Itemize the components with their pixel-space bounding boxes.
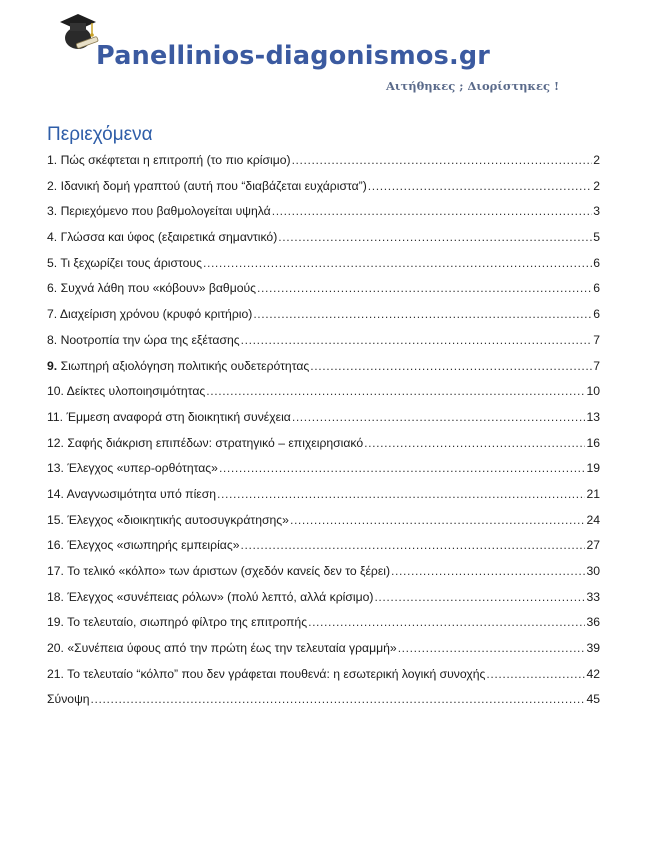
toc-entry-number: 8. (47, 332, 58, 347)
site-title: Panellinios-diagonismos.gr (96, 41, 491, 71)
toc-entry-page: 27 (586, 538, 600, 553)
toc-entry-number: 2. (47, 178, 58, 193)
toc-entry-page: 7 (593, 358, 600, 373)
toc-entry-text: Ιδανική δομή γραπτού (αυτή που “διαβάζεται ευχάριστα”) (60, 178, 367, 193)
toc-entry[interactable] (47, 407, 600, 433)
toc-entry-title (47, 201, 271, 221)
toc-entry-page: 21 (586, 486, 600, 501)
toc-entry[interactable] (47, 150, 600, 176)
toc-entry-title (47, 381, 205, 401)
toc-entry[interactable] (47, 227, 600, 253)
toc-entry-title (47, 638, 397, 658)
toc-dot-leader (391, 561, 585, 581)
toc-entry-page: 19 (586, 461, 600, 476)
toc-dot-leader (368, 176, 592, 196)
toc-entry-number: 12. (47, 435, 64, 450)
toc-dot-leader (308, 612, 585, 632)
toc-dot-leader (257, 278, 592, 298)
toc-entry-number: 9. (47, 358, 58, 373)
toc-entry-text: Σαφής διάκριση επιπέδων: στρατηγικό – επιχειρησιακό (67, 435, 364, 450)
toc-entry-number: 6. (47, 281, 58, 296)
toc-entry-text: Περιεχόμενο που βαθμολογείται υψηλά (60, 204, 271, 219)
toc-dot-leader (364, 433, 585, 453)
toc-entry-text: Έλεγχος «σιωπηρής εμπειρίας» (67, 538, 240, 553)
toc-dot-leader (241, 330, 593, 350)
toc-entry-text: Έλεγχος «συνέπειας ρόλων» (πολύ λεπτό, αλλά κρίσιμο) (67, 589, 374, 604)
toc-entry-page: 24 (586, 512, 600, 527)
toc-dot-leader (310, 356, 592, 376)
toc-dot-leader (486, 664, 585, 684)
toc-entry[interactable] (47, 612, 600, 638)
toc-entry[interactable] (47, 304, 600, 330)
toc-entry-title (47, 253, 202, 273)
toc-entry-title (47, 587, 373, 607)
toc-entry[interactable] (47, 484, 600, 510)
toc-entry-number: 3. (47, 204, 58, 219)
toc-entry[interactable] (47, 381, 600, 407)
toc-dot-leader (278, 227, 592, 247)
toc-entry-text: Σύνοψη (47, 692, 90, 707)
toc-entry-page: 7 (593, 332, 600, 347)
toc-entry-text: Συχνά λάθη που «κόβουν» βαθμούς (60, 281, 257, 296)
toc-entry-title (47, 510, 289, 530)
toc-heading: Περιεχόμενα (47, 124, 153, 145)
toc-entry-text: Γλώσσα και ύφος (εξαιρετικά σημαντικό) (60, 230, 278, 245)
toc-entry-number: 14. (47, 486, 64, 501)
toc-entry-number: 11. (47, 409, 64, 424)
toc-entry-text: Τι ξεχωρίζει τους άριστους (60, 255, 202, 270)
toc-entry[interactable] (47, 176, 600, 202)
toc-entry-page: 6 (593, 281, 600, 296)
toc-entry-page: 5 (593, 230, 600, 245)
toc-entry-title (47, 458, 218, 478)
site-tagline: Αιτήθηκες ; Διορίστηκες ! (386, 79, 560, 93)
toc-entry-title (47, 227, 277, 247)
toc-entry-page: 45 (586, 692, 600, 707)
toc-dot-leader (219, 458, 586, 478)
toc-dot-leader (292, 407, 586, 427)
table-of-contents (47, 150, 600, 715)
toc-entry-title (47, 356, 309, 376)
toc-dot-leader (206, 381, 585, 401)
toc-entry-text: Το τελευταίο “κόλπο” που δεν γράφεται πουθενά: η εσωτερική λογική συνοχής (67, 666, 486, 681)
toc-entry[interactable] (47, 253, 600, 279)
toc-entry-number: 20. (47, 641, 64, 656)
toc-entry-number: 19. (47, 615, 64, 630)
toc-entry-text: Έμμεση αναφορά στη διοικητική συνέχεια (66, 409, 291, 424)
toc-entry-number: 21. (47, 666, 64, 681)
toc-entry-number: 15. (47, 512, 64, 527)
toc-entry-title (47, 561, 390, 581)
toc-entry-text: Διαχείριση χρόνου (κρυφό κριτήριο) (59, 307, 253, 322)
toc-entry-number: 7. (47, 307, 58, 322)
toc-entry[interactable] (47, 561, 600, 587)
toc-entry-title (47, 664, 485, 684)
document-header (0, 0, 666, 110)
toc-entry-page: 30 (586, 564, 600, 578)
toc-entry-text: Αναγνωσιμότητα υπό πίεση (66, 486, 217, 501)
toc-entry-title (47, 689, 90, 709)
toc-entry[interactable] (47, 330, 600, 356)
toc-entry[interactable] (47, 433, 600, 459)
toc-entry-number: 13. (47, 461, 64, 476)
toc-entry-title (47, 433, 363, 453)
toc-entry[interactable] (47, 587, 600, 613)
toc-dot-leader (272, 201, 593, 221)
toc-entry-number: 16. (47, 538, 64, 553)
toc-entry-title (47, 176, 367, 196)
toc-entry-number: 1. (47, 153, 58, 167)
toc-entry[interactable] (47, 689, 600, 715)
toc-dot-leader (217, 484, 585, 504)
toc-dot-leader (253, 304, 592, 324)
toc-entry-text: Σιωπηρή αξιολόγηση πολιτικής ουδετερότητας (60, 358, 310, 373)
toc-entry-title (47, 407, 291, 427)
toc-entry-text: Έλεγχος «διοικητικής αυτοσυγκράτησης» (67, 512, 289, 527)
toc-entry[interactable] (47, 638, 600, 664)
toc-entry-title (47, 150, 291, 170)
toc-entry-text: Έλεγχος «υπερ-ορθότητας» (67, 461, 218, 476)
toc-dot-leader (91, 689, 586, 709)
toc-entry-page: 13 (586, 409, 600, 424)
toc-dot-leader (292, 150, 593, 170)
toc-entry-text: Νοοτροπία την ώρα της εξέτασης (60, 332, 240, 347)
toc-dot-leader (374, 587, 585, 607)
toc-entry-page: 2 (593, 153, 600, 167)
toc-entry-text: Το τελευταίο, σιωπηρό φίλτρο της επιτροπής (67, 615, 308, 630)
toc-entry-page: 36 (586, 615, 600, 630)
toc-entry[interactable] (47, 458, 600, 484)
toc-entry-page: 3 (593, 204, 600, 219)
graduation-cap-icon (56, 8, 100, 52)
toc-entry[interactable] (47, 535, 600, 561)
toc-entry-text: Δείκτες υλοποιησιμότητας (66, 384, 206, 399)
toc-entry-number: 17. (47, 564, 64, 578)
toc-entry[interactable] (47, 664, 600, 690)
toc-entry-page: 2 (593, 178, 600, 193)
toc-entry-page: 42 (586, 666, 600, 681)
toc-entry-page: 10 (586, 384, 600, 399)
toc-entry-page: 33 (586, 589, 600, 604)
toc-entry-text: Πώς σκέφτεται η επιτροπή (το πιο κρίσιμο) (60, 153, 291, 167)
toc-entry-number: 5. (47, 255, 58, 270)
toc-entry-page: 39 (586, 641, 600, 656)
toc-entry-title (47, 330, 240, 350)
toc-entry-text: Το τελικό «κόλπο» των άριστων (σχεδόν κανείς δεν το ξέρει) (67, 564, 391, 578)
toc-entry-page: 6 (593, 307, 600, 322)
toc-entry-page: 16 (586, 435, 600, 450)
toc-dot-leader (290, 510, 585, 530)
toc-entry-title (47, 484, 216, 504)
toc-dot-leader (240, 535, 585, 555)
toc-entry-title (47, 612, 307, 632)
toc-dot-leader (203, 253, 592, 273)
toc-entry-title (47, 278, 256, 298)
toc-entry[interactable] (47, 356, 600, 382)
toc-entry[interactable] (47, 201, 600, 227)
toc-dot-leader (398, 638, 586, 658)
toc-entry-text: «Συνέπεια ύφους από την πρώτη έως την τελευταία γραμμή» (67, 641, 397, 656)
toc-entry-title (47, 535, 239, 555)
toc-entry-number: 18. (47, 589, 64, 604)
toc-entry-number: 10. (47, 384, 64, 399)
toc-entry[interactable] (47, 510, 600, 536)
toc-entry[interactable] (47, 278, 600, 304)
toc-entry-page: 6 (593, 255, 600, 270)
toc-entry-title (47, 304, 252, 324)
toc-entry-number: 4. (47, 230, 58, 245)
